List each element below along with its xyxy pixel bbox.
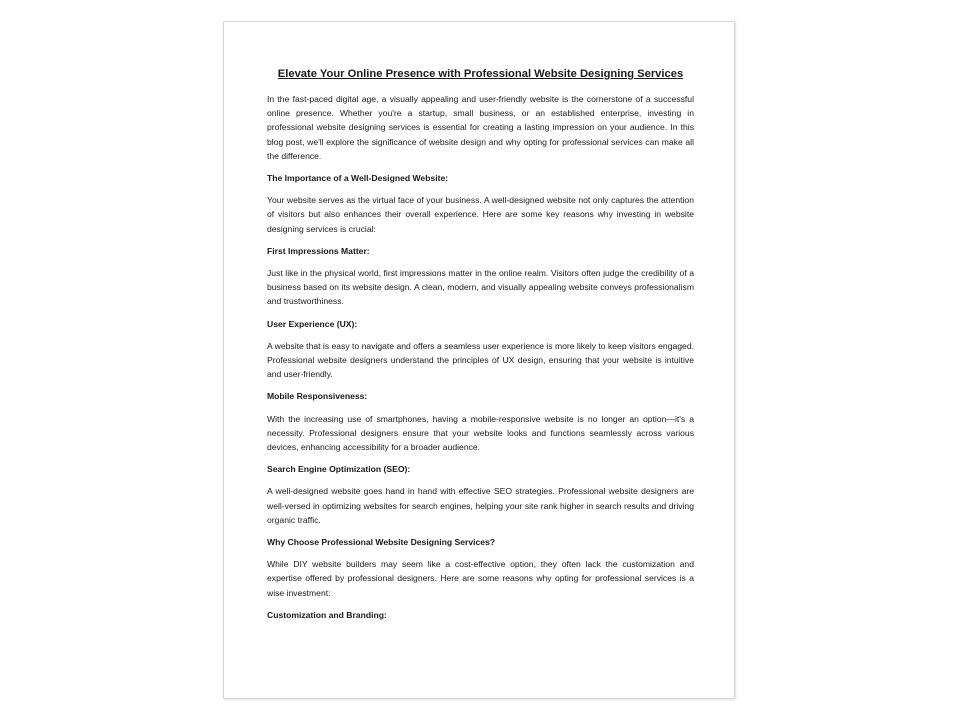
paragraph-importance: Your website serves as the virtual face of your business. A well-designed website not only captures the attention of visitors but also enhances their overall experience. Here are some key reasons why investing in website designing services is crucial:: [267, 195, 694, 234]
heading-why-choose: Why Choose Professional Website Designing Services?: [267, 537, 496, 548]
paragraph-mobile-responsiveness: With the increasing use of smartphones, having a mobile-responsive website is no longer an option—it's a necessity. Professional designers ensure that your website looks and functions seamlessly across various devices, enhancing accessibility for a broader audience.: [267, 413, 694, 453]
paragraph-first-impressions: Just like in the physical world, first impressions matter in the online realm. Visitors often judge the credibility of a business based on its website design. A clean, modern, and visually appealing website conveys professionalism and trustworthiness.: [267, 268, 694, 307]
heading-user-experience: User Experience (UX):: [267, 318, 358, 329]
document-content: [267, 67, 694, 630]
heading-first-impressions: First Impressions Matter:: [267, 245, 370, 256]
heading-seo: Search Engine Optimization (SEO):: [267, 464, 411, 475]
heading-mobile-responsiveness: Mobile Responsiveness:: [267, 391, 368, 402]
heading-customization: Customization and Branding:: [267, 609, 387, 620]
paragraph-why-choose: While DIY website builders may seem like a cost-effective option, they often lack the customization and expertise offered by professional designers. Here are some reasons why opting for professional services is a wise investment:: [267, 559, 694, 598]
paragraph-user-experience: A website that is easy to navigate and offers a seamless user experience is more likely to keep visitors engaged. Professional website designers understand the principles of UX design, ensuring that your website is intuitive and user-friendly.: [267, 340, 694, 380]
heading-importance: The Importance of a Well-Designed Website:: [267, 173, 449, 184]
document-title: Elevate Your Online Presence with Professional Website Designing Services: [277, 68, 684, 80]
paragraph-seo: A well-designed website goes hand in hand with effective SEO strategies. Professional website designers are well-versed in optimizing websites for search engines, helping your site rank higher in search results and driving organic traffic.: [267, 486, 694, 525]
paragraph-intro: In the fast-paced digital age, a visually appealing and user-friendly website is the cornerstone of a successful online presence. Whether you're a startup, small business, or an established enterprise, investing in professional website designing services is essential for creating a lasting impression on your audience. In this blog post, we'll explore the significance of website design and why opting for professional services can make all the difference.: [267, 94, 694, 161]
document-page: [223, 21, 735, 699]
